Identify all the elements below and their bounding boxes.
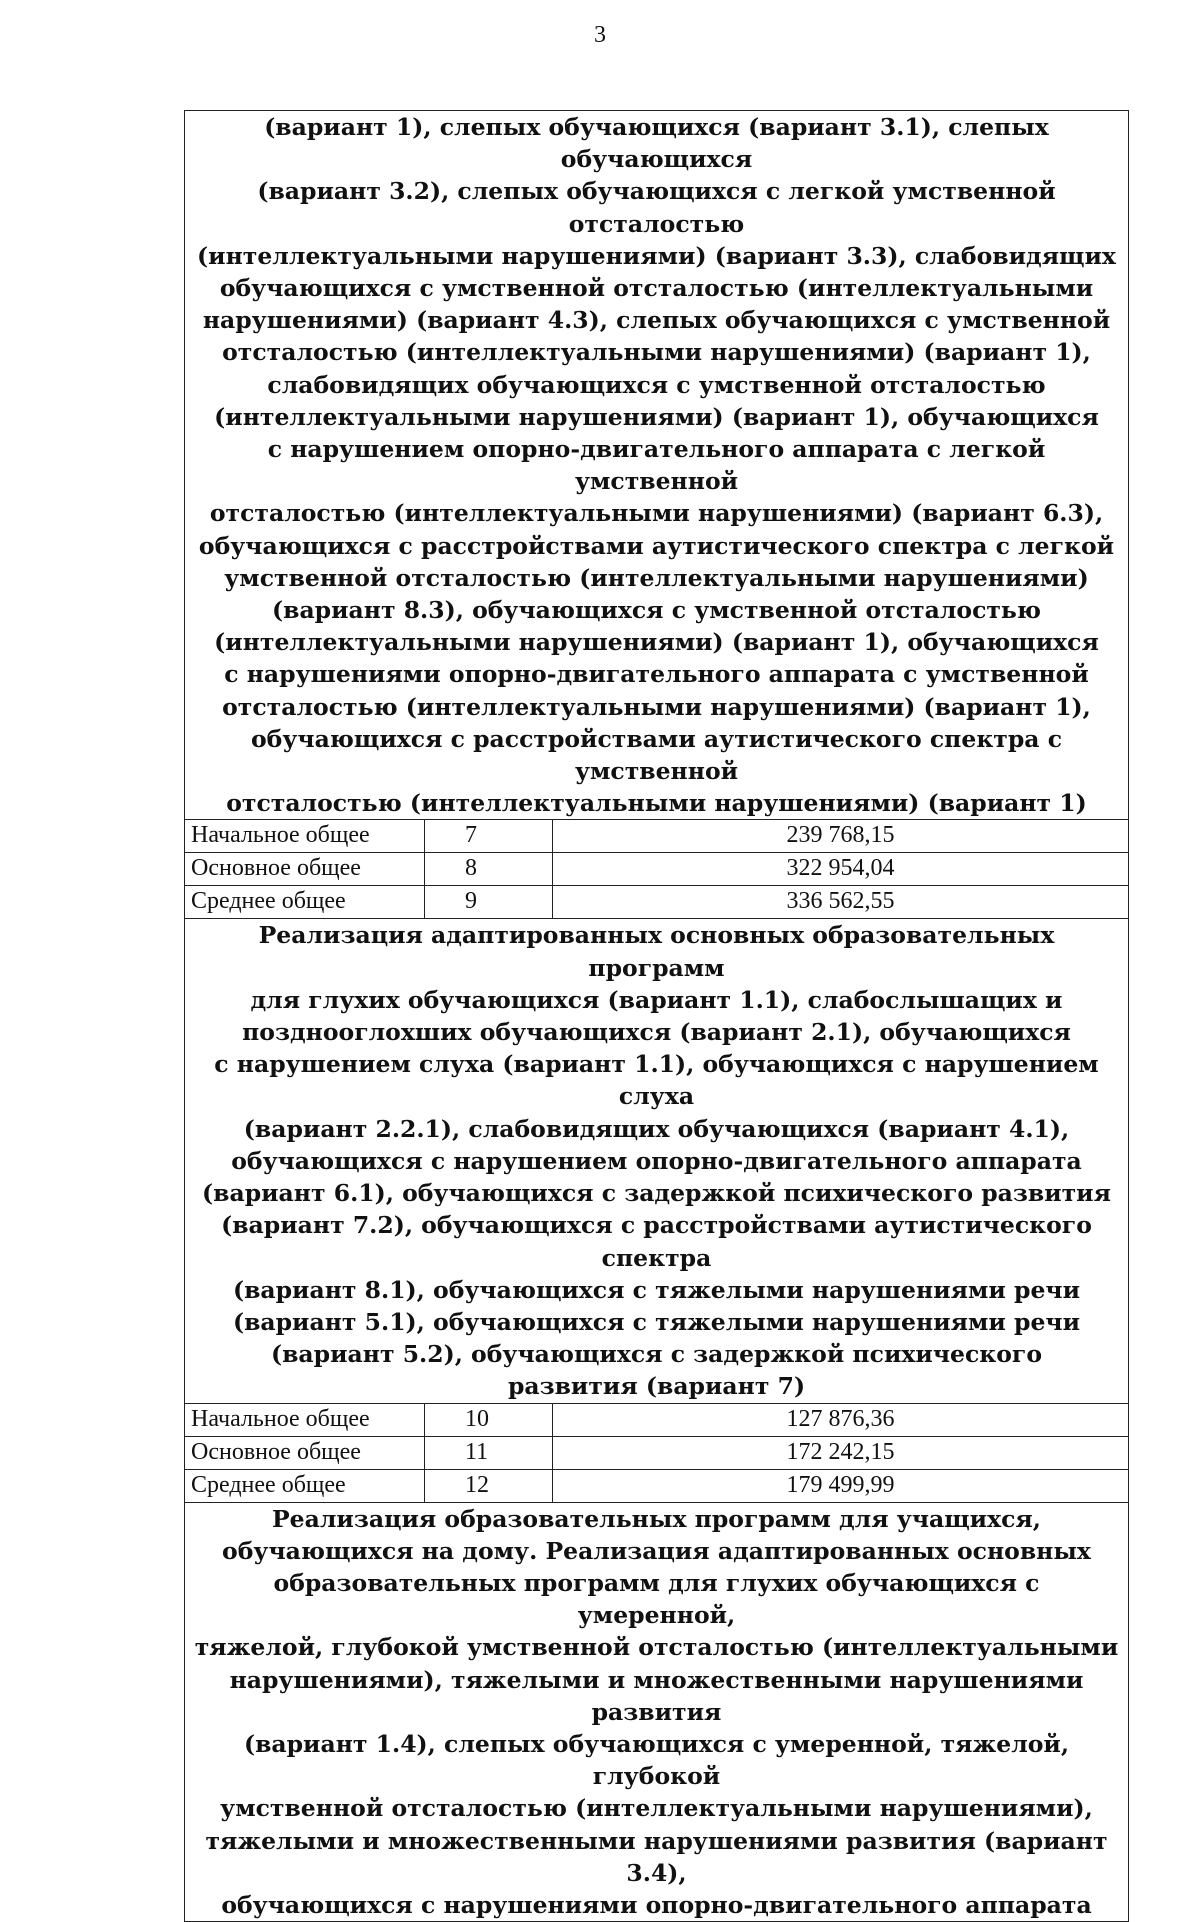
amount-cell: 239 768,15: [553, 820, 1129, 853]
table-row: [185, 853, 1129, 886]
section-heading: Реализация образовательных программ для учащихся, обучающихся на дому. Реализация адаптированных основных образовательных программ для глухих обучающихся с умеренной, тяжелой, глубокой умственной отсталостью (интеллектуальными нарушениями), тяжелыми и множественными нарушениями развития (вариант 1.4), слепых обучающихся с умеренной, тяжелой, глубокой умственной отсталостью (интеллектуальными нарушениями), тяжелыми и множественными нарушениями развития (вариант 3.4), обучающихся с нарушениями опорно-двигательного аппарата: [185, 1502, 1129, 1922]
amount-cell: 336 562,55: [553, 886, 1129, 919]
amount-cell: 127 876,36: [553, 1403, 1129, 1436]
section-heading: Реализация адаптированных основных образовательных программ для глухих обучающихся (вариант 1.1), слабослышащих и позднооглохших обучающихся (вариант 2.1), обучающихся с нарушением слуха (вариант 1.1), обучающихся с нарушением слуха (вариант 2.2.1), слабовидящих обучающихся (вариант 4.1), обучающихся с нарушением опорно-двигательного аппарата (вариант 6.1), обучающихся с задержкой психического развития (вариант 7.2), обучающихся с расстройствами аутистического спектра (вариант 8.1), обучающихся с тяжелыми нарушениями речи (вариант 5.1), обучающихся с тяжелыми нарушениями речи (вариант 5.2), обучающихся с задержкой психического развития (вариант 7): [185, 919, 1129, 1403]
amount-cell: 179 499,99: [553, 1469, 1129, 1502]
funding-table: [184, 110, 1129, 1922]
row-code-cell: 11: [425, 1436, 553, 1469]
table-row: [185, 1436, 1129, 1469]
table-row: [185, 820, 1129, 853]
amount-cell: 322 954,04: [553, 853, 1129, 886]
row-code-cell: 7: [425, 820, 553, 853]
education-level-cell: Среднее общее: [185, 1469, 425, 1502]
education-level-cell: Начальное общее: [185, 820, 425, 853]
section-heading-row: [185, 1502, 1129, 1922]
row-code-cell: 8: [425, 853, 553, 886]
row-code-cell: 9: [425, 886, 553, 919]
table-row: [185, 886, 1129, 919]
education-level-cell: Среднее общее: [185, 886, 425, 919]
table-row: [185, 1469, 1129, 1502]
row-code-cell: 12: [425, 1469, 553, 1502]
section-heading-row: [185, 111, 1129, 820]
section-heading-row: [185, 919, 1129, 1403]
section-heading: (вариант 1), слепых обучающихся (вариант 3.1), слепых обучающихся (вариант 3.2), слепых обучающихся с легкой умственной отсталостью (интеллектуальными нарушениями) (вариант 3.3), слабовидящих обучающихся с умственной отсталостью (интеллектуальными нарушениями) (вариант 4.3), слепых обучающихся с умственной отсталостью (интеллектуальными нарушениями) (вариант 1), слабовидящих обучающихся с умственной отсталостью (интеллектуальными нарушениями) (вариант 1), обучающихся с нарушением опорно-двигательного аппарата с легкой умственной отсталостью (интеллектуальными нарушениями) (вариант 6.3), обучающихся с расстройствами аутистического спектра с легкой умственной отсталостью (интеллектуальными нарушениями) (вариант 8.3), обучающихся с умственной отсталостью (интеллектуальными нарушениями) (вариант 1), обучающихся с нарушениями опорно-двигательного аппарата с умственной отсталостью (интеллектуальными нарушениями) (вариант 1), обучающихся с расстройствами аутистического спектра с умственной отсталостью (интеллектуальными нарушениями) (вариант 1): [185, 111, 1129, 820]
table-row: [185, 1403, 1129, 1436]
education-level-cell: Начальное общее: [185, 1403, 425, 1436]
page-number: 3: [594, 22, 606, 48]
education-level-cell: Основное общее: [185, 853, 425, 886]
row-code-cell: 10: [425, 1403, 553, 1436]
education-level-cell: Основное общее: [185, 1436, 425, 1469]
amount-cell: 172 242,15: [553, 1436, 1129, 1469]
